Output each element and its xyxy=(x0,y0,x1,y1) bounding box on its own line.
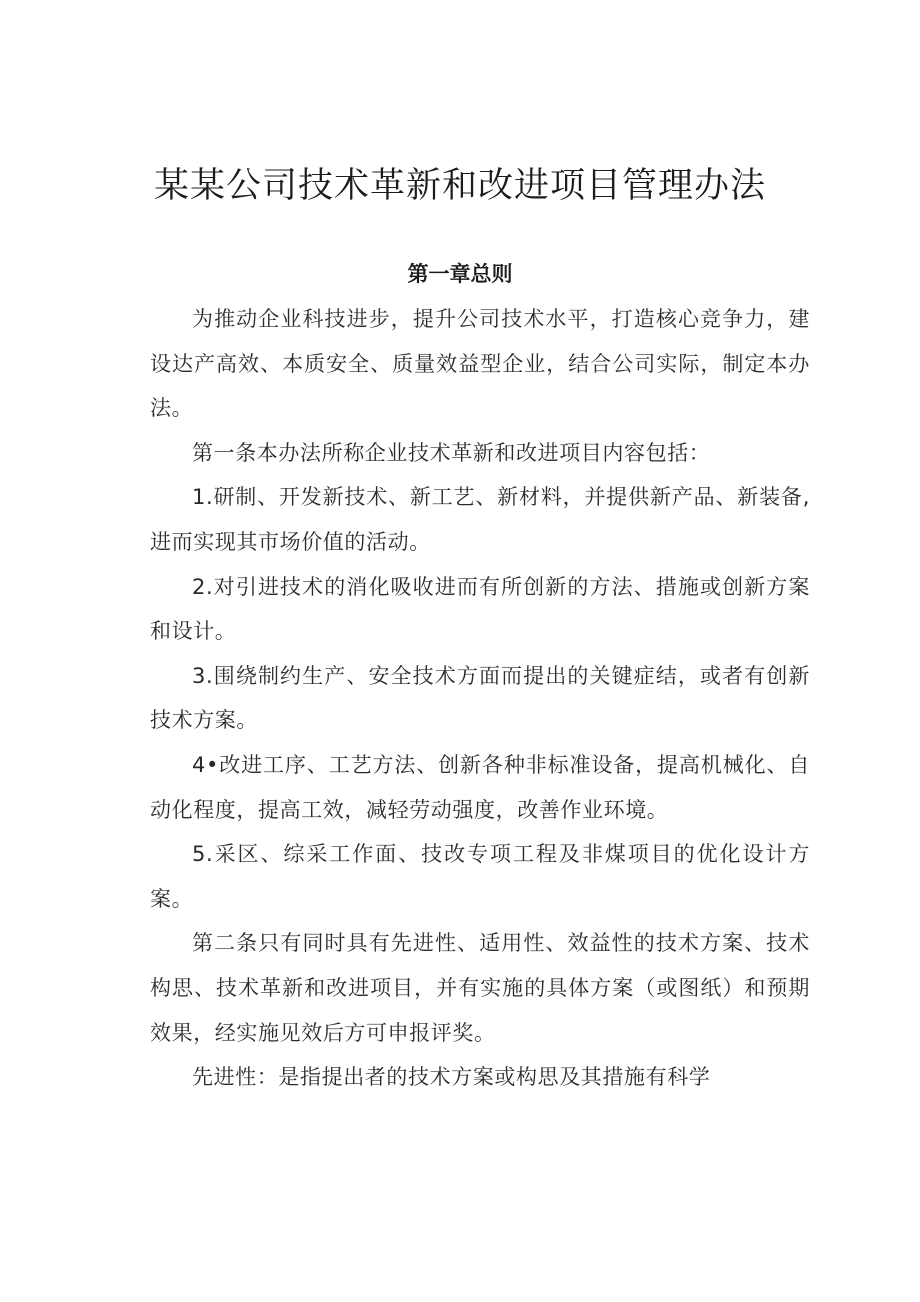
paragraph: 1.研制、开发新技术、新工艺、新材料，并提供新产品、新装备,进而实现其市场价值的活动。 xyxy=(150,485,810,554)
paragraph: 2.对引进技术的消化吸收进而有所创新的方法、措施或创新方案和设计。 xyxy=(150,574,810,644)
paragraph: 4•改进工序、工艺方法、创新各种非标准设备，提高机械化、自动化程度，提高工效，减轻劳动强度，改善作业环境。 xyxy=(150,752,810,822)
paragraph: 第一条本办法所称企业技术革新和改进项目内容包括： xyxy=(192,440,711,465)
document-body xyxy=(150,297,810,1100)
paragraph: 先进性：是指提出者的技术方案或构思及其措施有科学 xyxy=(192,1065,711,1090)
paragraph: 为推动企业科技进步，提升公司技术水平，打造核心竞争力，建设达产高效、本质安全、质量效益型企业，结合公司实际，制定本办法。 xyxy=(150,307,810,421)
paragraph: 5.采区、综采工作面、技改专项工程及非煤项目的优化设计方案。 xyxy=(150,842,810,911)
paragraph: 3.围绕制约生产、安全技术方面而提出的关键症结，或者有创新技术方案。 xyxy=(150,663,810,733)
paragraph: 第二条只有同时具有先进性、适用性、效益性的技术方案、技术构思、技术革新和改进项目，并有实施的具体方案（或图纸）和预期效果，经实施见效后方可申报评奖。 xyxy=(150,931,810,1045)
chapter-heading: 第一章总则 xyxy=(407,262,513,286)
document-title: 某某公司技术革新和改进项目管理办法 xyxy=(153,166,766,206)
